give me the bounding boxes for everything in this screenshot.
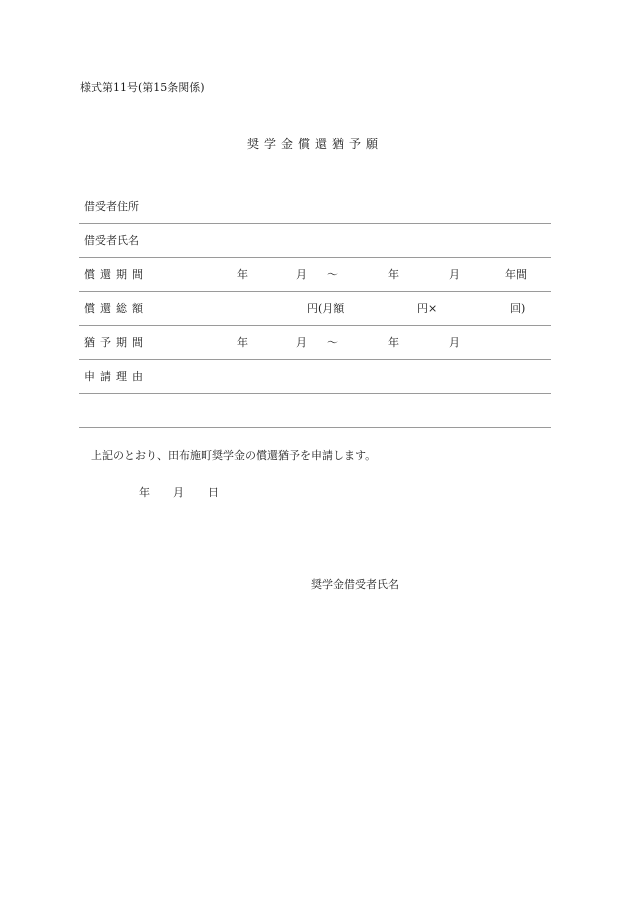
deferment-period-tilde: ～ xyxy=(327,336,338,349)
repayment-period-years: 年間 xyxy=(505,268,527,281)
repayment-period-year1: 年 xyxy=(237,268,248,281)
reason-line-2 xyxy=(79,427,551,428)
reason-label: 申請理由 xyxy=(84,370,148,383)
deferment-period-month2: 月 xyxy=(449,336,460,349)
repayment-total-times: 回) xyxy=(510,302,526,315)
repayment-period-line xyxy=(79,291,551,292)
date-month: 月 xyxy=(173,486,184,499)
document-title: 奨学金償還猶予願 xyxy=(247,137,384,151)
deferment-period-year1: 年 xyxy=(237,336,248,349)
deferment-period-label: 猶予期間 xyxy=(84,336,148,349)
repayment-period-tilde: ～ xyxy=(327,268,338,281)
repayment-period-month2: 月 xyxy=(449,268,460,281)
address-line xyxy=(79,223,551,224)
repayment-period-label: 償還期間 xyxy=(84,268,148,281)
reason-line xyxy=(79,393,551,394)
name-line xyxy=(79,257,551,258)
date-day: 日 xyxy=(208,486,219,499)
deferment-period-year2: 年 xyxy=(388,336,399,349)
application-statement: 上記のとおり、田布施町奨学金の償還猶予を申請します。 xyxy=(91,449,377,462)
name-label: 借受者氏名 xyxy=(84,234,139,247)
repayment-total-line xyxy=(79,325,551,326)
repayment-total-label: 償還総額 xyxy=(84,302,148,315)
repayment-total-yen-times: 円× xyxy=(417,302,438,315)
repayment-total-monthly: 円(月額 xyxy=(307,302,345,315)
deferment-period-month1: 月 xyxy=(296,336,307,349)
signature-label: 奨学金借受者氏名 xyxy=(311,578,399,591)
form-number: 様式第11号(第15条関係) xyxy=(80,81,205,94)
repayment-period-year2: 年 xyxy=(388,268,399,281)
address-label: 借受者住所 xyxy=(84,200,139,213)
repayment-period-month1: 月 xyxy=(296,268,307,281)
date-year: 年 xyxy=(139,486,150,499)
deferment-period-line xyxy=(79,359,551,360)
